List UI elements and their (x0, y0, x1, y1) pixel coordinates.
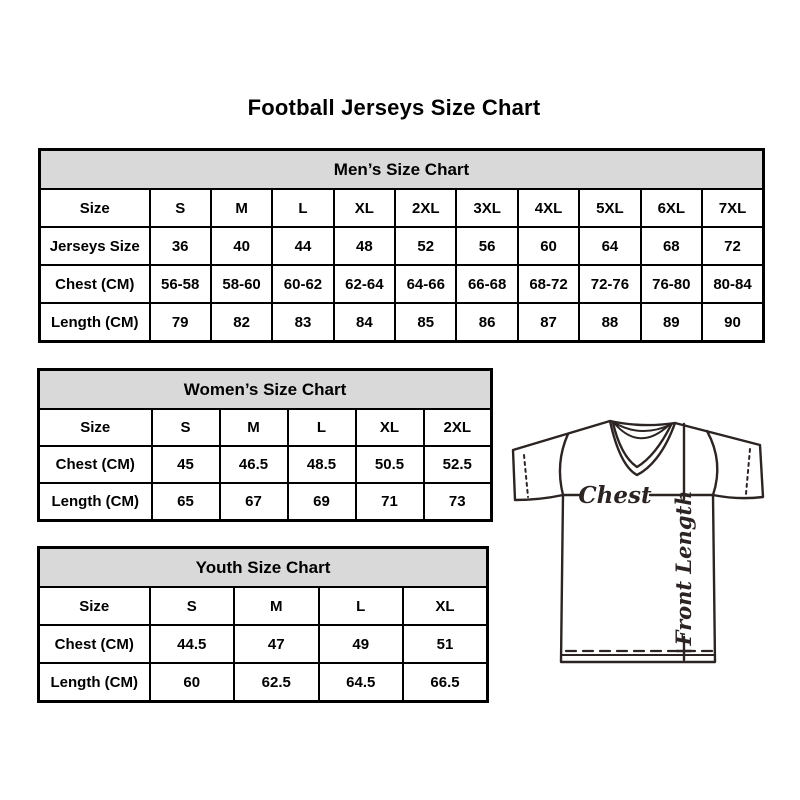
table-row (39, 409, 492, 446)
table-cell: 64.5 (319, 663, 404, 702)
table-cell: 67 (220, 483, 288, 521)
table-row (39, 625, 488, 663)
table-cell: 4XL (518, 189, 579, 227)
table-cell: 3XL (456, 189, 517, 227)
table-cell: 83 (272, 303, 333, 342)
row-label: Length (CM) (40, 303, 150, 342)
table-header-row (39, 370, 492, 410)
table-cell: 60 (150, 663, 235, 702)
youth-size-table (37, 546, 489, 703)
table-cell: 48.5 (288, 446, 356, 483)
table-cell: 58-60 (211, 265, 272, 303)
table-cell: 62-64 (334, 265, 395, 303)
table-cell: M (211, 189, 272, 227)
table-cell: 60-62 (272, 265, 333, 303)
table-row (40, 265, 764, 303)
row-label: Size (39, 587, 150, 625)
mens-size-table (38, 148, 765, 343)
table-cell: 69 (288, 483, 356, 521)
table-cell: 79 (150, 303, 211, 342)
table-cell: 2XL (424, 409, 492, 446)
table-row (40, 227, 764, 265)
table-cell: 62.5 (234, 663, 319, 702)
table-row (39, 663, 488, 702)
table-cell: 7XL (702, 189, 763, 227)
table-cell: 66.5 (403, 663, 488, 702)
table-cell: 5XL (579, 189, 640, 227)
jersey-outline (513, 421, 763, 662)
table-cell: S (150, 587, 235, 625)
table-cell: 68-72 (518, 265, 579, 303)
table-cell: 60 (518, 227, 579, 265)
table-row (40, 303, 764, 342)
row-label: Length (CM) (39, 663, 150, 702)
table-cell: 44 (272, 227, 333, 265)
table-cell: 52.5 (424, 446, 492, 483)
table-title: Women’s Size Chart (39, 370, 492, 410)
table-cell: M (220, 409, 288, 446)
table-cell: 45 (152, 446, 220, 483)
table-cell: XL (334, 189, 395, 227)
table-cell: L (319, 587, 404, 625)
table-cell: 6XL (641, 189, 702, 227)
table-cell: 85 (395, 303, 456, 342)
table-cell: 2XL (395, 189, 456, 227)
table-cell: 49 (319, 625, 404, 663)
table-cell: 89 (641, 303, 702, 342)
table-cell: 36 (150, 227, 211, 265)
table-cell: M (234, 587, 319, 625)
table-cell: 76-80 (641, 265, 702, 303)
table-cell: 73 (424, 483, 492, 521)
row-label: Jerseys Size (40, 227, 150, 265)
table-header-row (39, 548, 488, 588)
table-cell: 66-68 (456, 265, 517, 303)
table-cell: 71 (356, 483, 424, 521)
jersey-measurement-diagram (500, 398, 782, 680)
table-cell: L (272, 189, 333, 227)
row-label: Size (40, 189, 150, 227)
front-length-label: Front Length (671, 490, 696, 646)
table-cell: 48 (334, 227, 395, 265)
table-cell: 64-66 (395, 265, 456, 303)
row-label: Length (CM) (39, 483, 152, 521)
table-cell: XL (356, 409, 424, 446)
table-row (39, 483, 492, 521)
table-cell: 88 (579, 303, 640, 342)
table-header-row (40, 150, 764, 190)
table-cell: 82 (211, 303, 272, 342)
table-cell: 52 (395, 227, 456, 265)
page-title: Football Jerseys Size Chart (247, 95, 541, 120)
table-cell: 50.5 (356, 446, 424, 483)
table-cell: 51 (403, 625, 488, 663)
table-cell: S (150, 189, 211, 227)
table-cell: 90 (702, 303, 763, 342)
table-cell: XL (403, 587, 488, 625)
table-cell: 47 (234, 625, 319, 663)
table-cell: 72 (702, 227, 763, 265)
table-cell: 84 (334, 303, 395, 342)
table-cell: 44.5 (150, 625, 235, 663)
table-cell: 46.5 (220, 446, 288, 483)
table-cell: 65 (152, 483, 220, 521)
jersey-illustration (500, 398, 782, 680)
table-row (40, 189, 764, 227)
table-cell: 68 (641, 227, 702, 265)
row-label: Chest (CM) (39, 446, 152, 483)
table-title: Youth Size Chart (39, 548, 488, 588)
row-label: Chest (CM) (40, 265, 150, 303)
row-label: Chest (CM) (39, 625, 150, 663)
table-cell: 72-76 (579, 265, 640, 303)
table-cell: 87 (518, 303, 579, 342)
table-cell: 56 (456, 227, 517, 265)
table-title: Men’s Size Chart (40, 150, 764, 190)
womens-size-table (37, 368, 493, 522)
table-cell: 64 (579, 227, 640, 265)
table-row (39, 446, 492, 483)
table-cell: L (288, 409, 356, 446)
table-row (39, 587, 488, 625)
table-cell: 86 (456, 303, 517, 342)
table-cell: S (152, 409, 220, 446)
table-cell: 40 (211, 227, 272, 265)
row-label: Size (39, 409, 152, 446)
table-cell: 80-84 (702, 265, 763, 303)
table-cell: 56-58 (150, 265, 211, 303)
chest-label: Chest (578, 482, 652, 509)
